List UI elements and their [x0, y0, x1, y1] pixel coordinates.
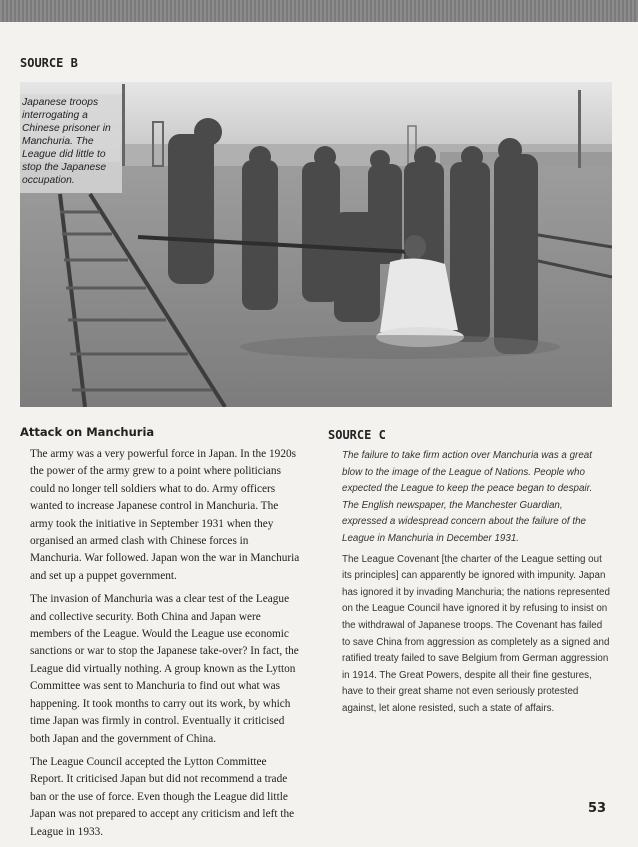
source-c-column: [342, 448, 610, 722]
source-c-intro: The failure to take firm action over Manchuria was a great blow to the image of the League of Nations. People who expected the League to keep the peace began to despair. The English newspaper, the Manchester Guardian, expressed a widespread concern about the failure of the League in Manchuria in December 1931.: [342, 450, 593, 544]
source-c-title: SOURCE C: [328, 428, 386, 442]
section-heading: Attack on Manchuria: [20, 425, 155, 439]
paragraph: The army was a very powerful force in Japan. In the 1920s the power of the army grew to a point where politicians could no longer tell soldiers what to do. Army officers wanted to increase Japanese control in Manchuria. The army took the initiative in September 1931 when they organised an armed clash with Chinese forces in Manchuria. War followed. Japan won the war in Manchuria and set up a puppet government.: [30, 448, 300, 582]
source-c-quote: The League Covenant [the charter of the League setting out its principles] can apparently be ignored with impunity. Japan has ignored it by invading Manchuria; the nations represented on the League Council have ignored it by refusing to insist on the withdrawal of Japanese troops. The Covenant has failed to save China from aggression as completely as a signed and ratified treaty failed to save Belgium from German aggression in 1914. The Great Powers, despite all their fine gestures, have to their great shame not even seriously protested against, let alone resisted, such a state of affairs.: [342, 553, 610, 714]
page-number: 53: [588, 801, 607, 816]
paragraph: The League Council accepted the Lytton Committee Report. It criticised Japan but did not recommend a trade ban or the use of force. Even though the League did little Japan was not prepared to accept any criticism and left the League in 1933.: [30, 755, 295, 838]
main-text-column: [30, 446, 302, 847]
source-b-title: SOURCE B: [20, 56, 78, 70]
photo-caption: Japanese troops interrogating a Chinese prisoner in Manchuria. The League did little to stop the Japanese occupation.: [20, 94, 122, 193]
paragraph: The invasion of Manchuria was a clear test of the League and collective security. Both China and Japan were members of the League. Would the League use economic sanctions or war to stop the Japanese take-over? In fact, the League did virtually nothing. A group known as the Lytton Committee was sent to Manchuria to find out what was happening. It took months to carry out its work, by which time Japan was firmly in control. Eventually it criticised both Japan and the government of China.: [30, 593, 299, 745]
top-border-strip: [0, 0, 638, 22]
